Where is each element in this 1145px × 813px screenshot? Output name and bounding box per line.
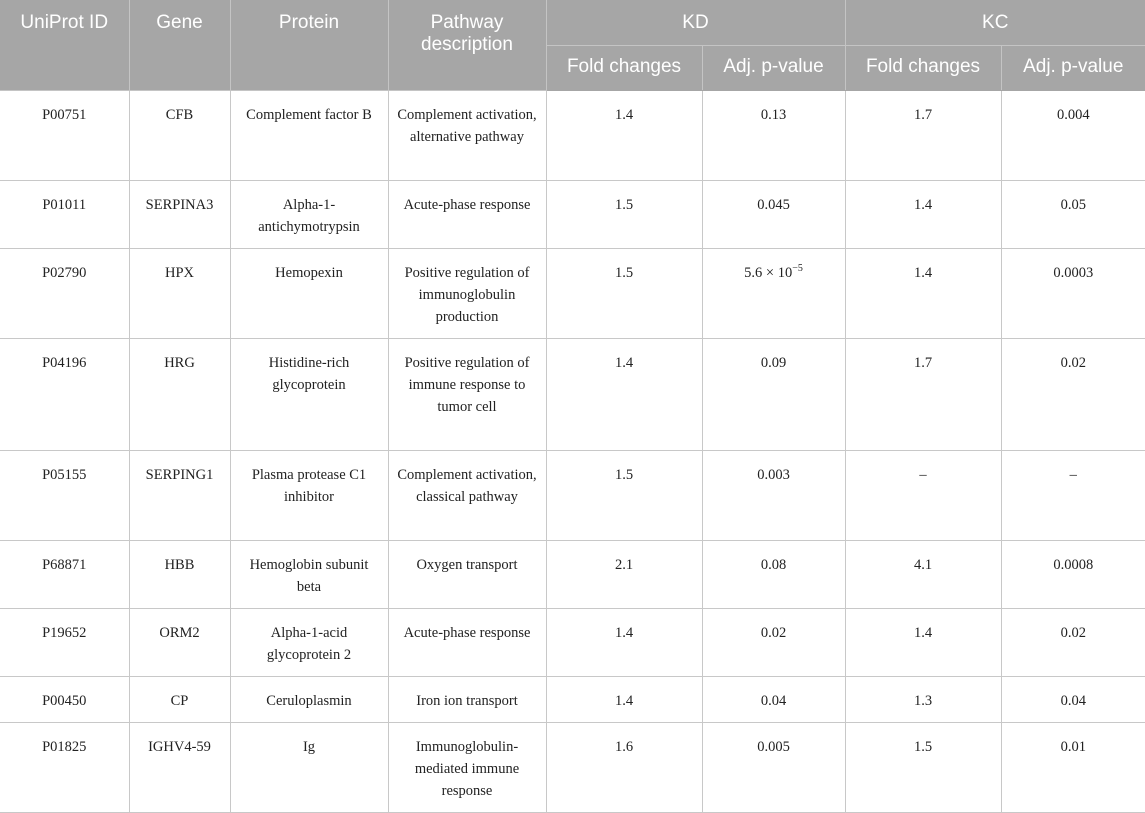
cell-kc-adj-p-value: 0.02: [1001, 339, 1145, 451]
cell-gene: IGHV4-59: [129, 723, 230, 813]
cell-kd-fold-change: 1.6: [546, 723, 702, 813]
cell-protein: Hemoglobin subunit beta: [230, 541, 388, 609]
cell-kd-fold-change: 1.4: [546, 91, 702, 181]
cell-uniprot-id: P02790: [0, 249, 129, 339]
header-kd-adj-p-value: Adj. p-value: [702, 46, 845, 91]
cell-gene: HBB: [129, 541, 230, 609]
header-gene: Gene: [129, 0, 230, 91]
cell-kc-adj-p-value: 0.01: [1001, 723, 1145, 813]
cell-uniprot-id: P04196: [0, 339, 129, 451]
p-value-exponent: −5: [792, 263, 803, 274]
cell-uniprot-id: P01825: [0, 723, 129, 813]
cell-pathway: Positive regulation of immune response to tumor cell: [388, 339, 546, 451]
cell-pathway: Immunoglobulin-mediated immune response: [388, 723, 546, 813]
cell-kd-adj-p-value: 0.005: [702, 723, 845, 813]
cell-protein: Ig: [230, 723, 388, 813]
header-protein: Protein: [230, 0, 388, 91]
cell-kd-fold-change: 2.1: [546, 541, 702, 609]
cell-kd-fold-change: 1.5: [546, 181, 702, 249]
cell-kd-adj-p-value: [702, 249, 845, 339]
cell-kd-fold-change: 1.4: [546, 609, 702, 677]
cell-kc-adj-p-value: 0.0008: [1001, 541, 1145, 609]
cell-kd-adj-p-value: 0.003: [702, 451, 845, 541]
cell-kd-adj-p-value: 0.08: [702, 541, 845, 609]
cell-uniprot-id: P68871: [0, 541, 129, 609]
cell-protein: Plasma protease C1 inhibitor: [230, 451, 388, 541]
cell-pathway: Complement activation, classical pathway: [388, 451, 546, 541]
cell-kc-adj-p-value: 0.0003: [1001, 249, 1145, 339]
cell-uniprot-id: P19652: [0, 609, 129, 677]
table-row: [0, 723, 1145, 813]
table-row: [0, 677, 1145, 723]
cell-kc-fold-change: 1.7: [845, 339, 1001, 451]
table-header: [0, 0, 1145, 91]
header-kd-fold-changes: Fold changes: [546, 46, 702, 91]
p-value-mantissa: 5.6 × 10: [744, 265, 793, 281]
cell-protein: Complement factor B: [230, 91, 388, 181]
cell-protein: Hemopexin: [230, 249, 388, 339]
cell-uniprot-id: P00751: [0, 91, 129, 181]
cell-kd-fold-change: 1.4: [546, 339, 702, 451]
cell-protein: Alpha-1-acid glycoprotein 2: [230, 609, 388, 677]
cell-gene: HPX: [129, 249, 230, 339]
cell-kd-fold-change: 1.4: [546, 677, 702, 723]
cell-pathway: Acute-phase response: [388, 181, 546, 249]
table-body: [0, 91, 1145, 813]
cell-kd-adj-p-value: 0.045: [702, 181, 845, 249]
cell-kd-adj-p-value: 0.04: [702, 677, 845, 723]
cell-kc-adj-p-value: 0.004: [1001, 91, 1145, 181]
cell-gene: CP: [129, 677, 230, 723]
table-row: [0, 609, 1145, 677]
header-kc-group: KC: [845, 0, 1145, 46]
header-kc-fold-changes: Fold changes: [845, 46, 1001, 91]
cell-kc-adj-p-value: –: [1001, 451, 1145, 541]
header-kd-group: KD: [546, 0, 845, 46]
cell-kd-fold-change: 1.5: [546, 451, 702, 541]
cell-kd-adj-p-value: 0.13: [702, 91, 845, 181]
table-row: [0, 249, 1145, 339]
cell-gene: SERPING1: [129, 451, 230, 541]
cell-protein: Alpha-1-antichymotrypsin: [230, 181, 388, 249]
cell-kc-fold-change: 1.4: [845, 181, 1001, 249]
table-row: [0, 451, 1145, 541]
cell-gene: HRG: [129, 339, 230, 451]
header-uniprot-id: UniProt ID: [0, 0, 129, 91]
cell-kc-fold-change: 1.3: [845, 677, 1001, 723]
cell-kd-fold-change: 1.5: [546, 249, 702, 339]
cell-uniprot-id: P01011: [0, 181, 129, 249]
cell-pathway: Iron ion transport: [388, 677, 546, 723]
cell-kd-adj-p-value: 0.02: [702, 609, 845, 677]
cell-kc-adj-p-value: 0.04: [1001, 677, 1145, 723]
table-row: [0, 181, 1145, 249]
cell-pathway: Oxygen transport: [388, 541, 546, 609]
cell-protein: Ceruloplasmin: [230, 677, 388, 723]
cell-uniprot-id: P05155: [0, 451, 129, 541]
cell-kd-adj-p-value: 0.09: [702, 339, 845, 451]
cell-pathway: Positive regulation of immunoglobulin production: [388, 249, 546, 339]
cell-pathway: Acute-phase response: [388, 609, 546, 677]
cell-gene: CFB: [129, 91, 230, 181]
cell-kc-fold-change: –: [845, 451, 1001, 541]
cell-protein: Histidine-rich glycoprotein: [230, 339, 388, 451]
cell-kc-adj-p-value: 0.05: [1001, 181, 1145, 249]
cell-kc-adj-p-value: 0.02: [1001, 609, 1145, 677]
table-row: [0, 339, 1145, 451]
cell-pathway: Complement activation, alternative pathway: [388, 91, 546, 181]
cell-uniprot-id: P00450: [0, 677, 129, 723]
cell-gene: ORM2: [129, 609, 230, 677]
header-kc-adj-p-value: Adj. p-value: [1001, 46, 1145, 91]
table-row: [0, 541, 1145, 609]
table-row: [0, 91, 1145, 181]
cell-kc-fold-change: 1.4: [845, 249, 1001, 339]
cell-kc-fold-change: 1.4: [845, 609, 1001, 677]
cell-gene: SERPINA3: [129, 181, 230, 249]
cell-kc-fold-change: 1.7: [845, 91, 1001, 181]
cell-kc-fold-change: 4.1: [845, 541, 1001, 609]
cell-kc-fold-change: 1.5: [845, 723, 1001, 813]
header-pathway-description: Pathway description: [388, 0, 546, 91]
